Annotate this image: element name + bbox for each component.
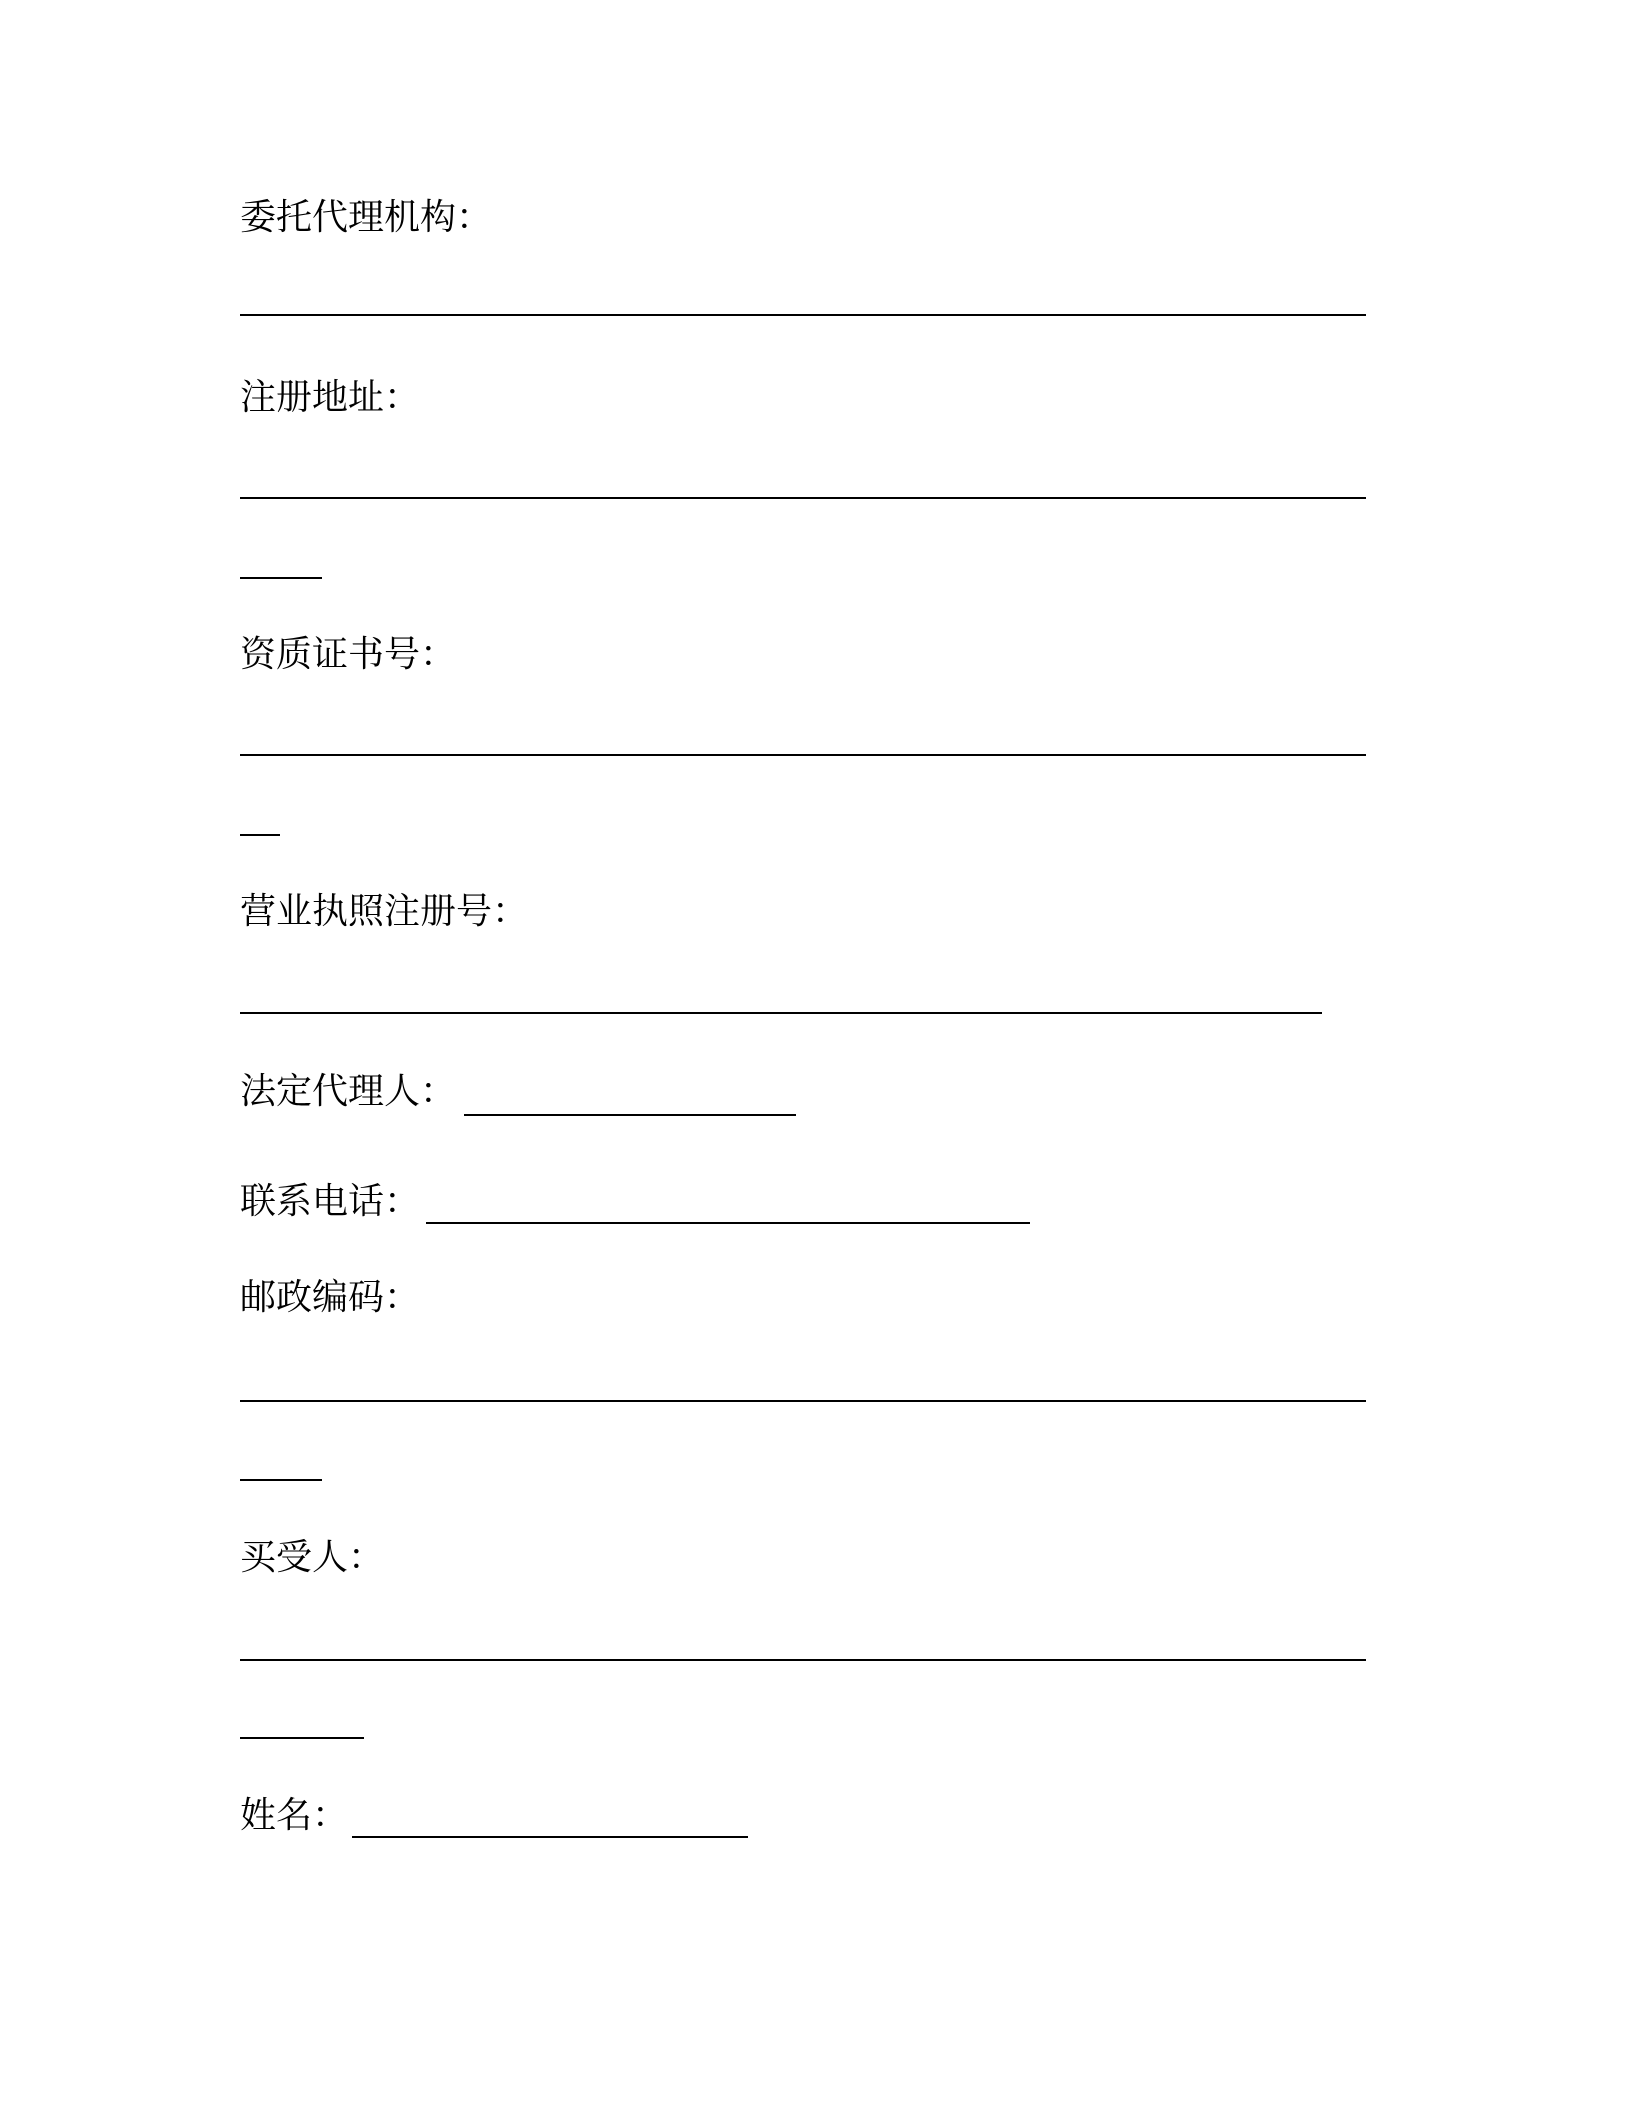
buyer-blank-line[interactable] (240, 1659, 1366, 1661)
buyer-label: 买受人： (240, 1537, 385, 1578)
legal-rep-label: 法定代理人： (240, 1071, 457, 1112)
qualification-blank-line-continued[interactable] (240, 834, 280, 836)
address-label: 注册地址： (240, 377, 421, 418)
postal-label: 邮政编码： (240, 1277, 421, 1318)
qualification-blank-line[interactable] (240, 754, 1366, 756)
agency-label: 委托代理机构： (240, 197, 493, 238)
buyer-blank-line-continued[interactable] (240, 1737, 364, 1739)
phone-label: 联系电话： (240, 1181, 421, 1222)
postal-blank-line-continued[interactable] (240, 1479, 322, 1481)
name-blank-line[interactable] (352, 1836, 748, 1838)
name-label: 姓名： (240, 1795, 349, 1836)
address-blank-line[interactable] (240, 497, 1366, 499)
license-blank-line[interactable] (240, 1012, 1322, 1014)
postal-blank-line[interactable] (240, 1400, 1366, 1402)
address-blank-line-continued[interactable] (240, 577, 322, 579)
agency-blank-line[interactable] (240, 314, 1366, 316)
license-label: 营业执照注册号： (240, 891, 529, 932)
phone-blank-line[interactable] (426, 1222, 1030, 1224)
qualification-label: 资质证书号： (240, 634, 457, 675)
legal-rep-blank-line[interactable] (464, 1114, 796, 1116)
